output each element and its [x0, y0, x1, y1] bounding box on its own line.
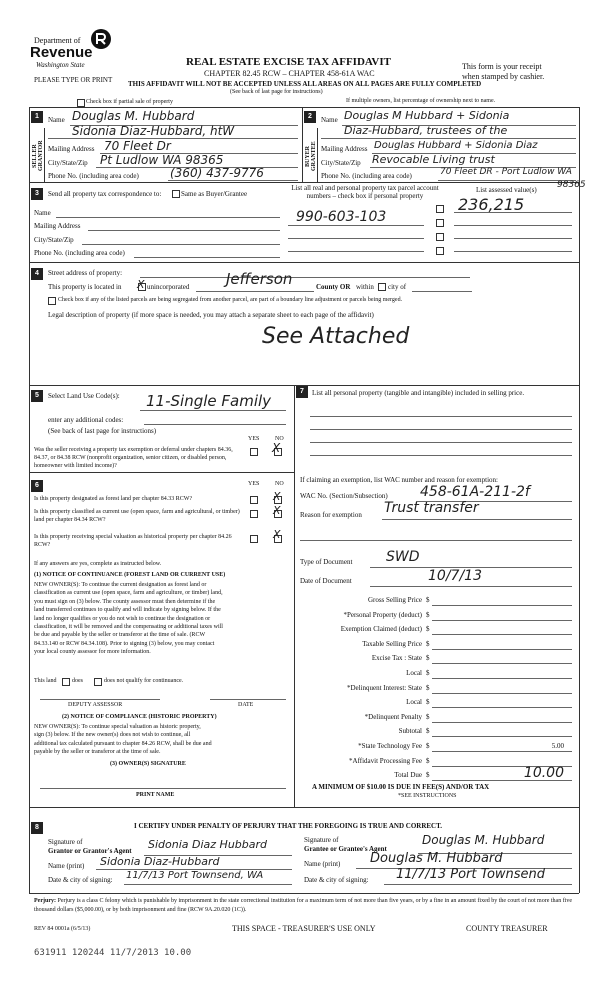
q1-no-mark: X: [273, 490, 281, 503]
please-type: PLEASE TYPE OR PRINT: [34, 76, 113, 84]
seller-city-value[interactable]: Pt Ludlow WA 98365: [100, 153, 224, 167]
located-in-label: This property is located in: [48, 283, 122, 291]
buyer-name-label: Name: [321, 116, 338, 124]
q1-yes-checkbox[interactable]: [250, 496, 258, 504]
segregation-checkbox[interactable]: [48, 297, 56, 305]
fee-dollar-sign: $: [426, 596, 430, 604]
does-not-label: does not qualify for continuance.: [104, 678, 184, 684]
q2-no-mark: X: [273, 504, 281, 517]
fee-line: [432, 736, 572, 737]
sec5-see-back: (See back of last page for instructions): [48, 427, 157, 435]
fee-line: [432, 693, 572, 694]
agency-line2: Revenue: [30, 44, 93, 61]
fee-value[interactable]: 10.00: [523, 765, 564, 781]
sec5-yes: YES: [248, 436, 260, 442]
partial-sale-label: Check box if partial sale of property: [86, 99, 173, 105]
send-correspondence-label: Send all property tax correspondence to:: [48, 190, 162, 198]
partial-sale-checkbox[interactable]: [77, 99, 85, 107]
sec3-city-label: City/State/Zip: [34, 236, 74, 244]
see-instructions: *SEE INSTRUCTIONS: [398, 793, 457, 799]
grantee-sig-label1: Signature of: [304, 836, 339, 844]
agency-line1: Department of: [34, 36, 81, 45]
doc-type-value[interactable]: SWD: [386, 549, 420, 565]
same-as-buyer-label: Same as Buyer/Grantee: [181, 190, 248, 198]
county-treasurer-label: COUNTY TREASURER: [466, 924, 548, 933]
seller-phone-value[interactable]: (360) 437-9776: [170, 166, 264, 180]
buyer-phone-value[interactable]: 70 Fleet DR - Port Ludlow WA: [440, 167, 572, 177]
fee-dollar-sign: $: [426, 771, 430, 779]
treasurer-stamp: 631911 120244 11/7/2013 10.00: [34, 948, 192, 958]
fee-label: *Personal Property (deduct): [343, 611, 422, 619]
section-8-number: 8: [31, 822, 43, 834]
county-or-label: County OR: [316, 283, 351, 291]
buyer-city-value[interactable]: Revocable Living trust: [372, 153, 495, 166]
city-of-label: city of: [388, 283, 407, 291]
doc-type-label: Type of Document: [300, 558, 353, 566]
q2-current-use: Is this property classified as current use (open space, farm and agricultural, or timber) land per chapter 84.34 RCW?: [34, 509, 240, 523]
fee-dollar-sign: $: [426, 713, 430, 721]
fee-dollar-sign: $: [426, 654, 430, 662]
section-2-number: 2: [304, 111, 316, 123]
notice2-text: NEW OWNER(S): To continue special valuation as historic property, sign (3) below. If the new owner(s) does not wish to continue, all additional tax calculated pursuant to chapter 84.26 RCW, shall be due and payable by the seller or transferor at the time of sale.: [34, 724, 212, 756]
q3-yes-checkbox[interactable]: [250, 535, 258, 543]
buyer-grantee-label: BUYER GRANTEE: [305, 141, 317, 171]
fee-value[interactable]: 5.00: [551, 742, 564, 750]
perjury-note: [34, 897, 578, 915]
doc-date-value[interactable]: 10/7/13: [428, 568, 482, 584]
notice1-title: (1) NOTICE OF CONTINUANCE (FOREST LAND OR CURRENT USE): [34, 572, 226, 578]
parcel-personal-checkbox-1[interactable]: [436, 205, 444, 213]
parcel-header: List all real and personal property tax parcel account numbers – check box if personal property: [291, 184, 439, 200]
q1-forest: Is this property designated as forest land per chapter 84.33 RCW?: [34, 496, 193, 502]
section-6-number: 6: [31, 480, 43, 492]
section-4-number: 4: [31, 268, 43, 280]
fee-label: Exemption Claimed (deduct): [340, 625, 422, 633]
perjury-text: Perjury is a class C felony which is punishable by imprisonment in the state correctional institution for a maximum term of not more than five years, or by a fine in an amount fixed by the court of not more than five thousand dollars ($5,000.00), or by both imprisonment and fine (RCW 9A.20.020 (1C)).: [34, 898, 573, 913]
additional-codes-label: enter any additional codes:: [48, 416, 124, 424]
county-value[interactable]: Jefferson: [226, 270, 293, 288]
seller-name-value2[interactable]: Sidonia Diaz-Hubbard, htW: [72, 124, 235, 138]
buyer-mailing-value[interactable]: Douglas Hubbard + Sidonia Diaz: [374, 140, 538, 151]
fee-label: Taxable Selling Price: [362, 640, 422, 648]
sec3-phone-label: Phone No. (including area code): [34, 249, 125, 257]
parcel-value[interactable]: 990-603-103: [296, 209, 387, 225]
doc-date-label: Date of Document: [300, 577, 352, 585]
wac-label: WAC No. (Section/Subsection): [300, 492, 388, 500]
legal-description-label: Legal description of property (if more space is needed, you may attach a separate sheet to each page of the affidavit): [48, 311, 374, 319]
fee-label: *Affidavit Processing Fee: [349, 757, 422, 765]
grantee-date-label: Date & city of signing:: [304, 876, 369, 884]
reason-label: Reason for exemption: [300, 511, 362, 519]
section-3-number: 3: [31, 188, 43, 200]
does-label: does: [72, 678, 83, 684]
notice1-text: NEW OWNER(S): To continue the current designation as forest land or classification as current use (open space, farm and agriculture, or timber) land, you must sign on (3) below. The county assessor must then determine if the land transferred continues to qualify and will indicate by signing below. If the land no longer qualifies or you do not wish to continue the designation or classification, it will be removed and the compensating or additional taxes will be due and payable by the seller or transferor at the time of sale. (RCW 84.33.140 or RCW 84.34.108). Prior to signing (3) below, you may contact your local county assessor for more information.: [34, 582, 223, 656]
grantor-sig-label1: Signature of: [48, 838, 83, 846]
form-chapter: CHAPTER 82.45 RCW – CHAPTER 458-61A WAC: [204, 69, 375, 78]
parcel-personal-checkbox-2[interactable]: [436, 219, 444, 227]
fee-label: *Delinquent Interest: State: [346, 684, 422, 692]
does-not-checkbox[interactable]: [94, 678, 102, 686]
fee-label: *State Technology Fee: [358, 742, 422, 750]
fee-line: [432, 707, 572, 708]
seller-phone-label: Phone No. (including area code): [48, 172, 139, 180]
seller-name-label: Name: [48, 116, 65, 124]
treasurer-use-label: THIS SPACE - TREASURER'S USE ONLY: [232, 924, 376, 933]
certify-statement: I CERTIFY UNDER PENALTY OF PERJURY THAT THE FOREGOING IS TRUE AND CORRECT.: [134, 822, 443, 830]
grantor-name-value[interactable]: Sidonia Diaz-Hubbard: [100, 855, 220, 868]
buyer-name-value2[interactable]: Diaz-Hubbard, trustees of the: [344, 124, 508, 137]
personal-property-label: List all personal property (tangible and intangible) included in selling price.: [312, 389, 525, 397]
deputy-assessor-label: DEPUTY ASSESSOR: [68, 702, 123, 708]
form-warning: THIS AFFIDAVIT WILL NOT BE ACCEPTED UNLESS ALL AREAS ON ALL PAGES ARE FULLY COMPLETED: [128, 80, 482, 88]
this-land-label: This land: [34, 678, 57, 684]
land-use-label: Select Land Use Code(s):: [48, 392, 120, 400]
fee-label: Total Due: [394, 771, 422, 779]
fee-label: Excise Tax : State: [371, 654, 422, 662]
fee-line: [432, 678, 572, 679]
grantee-sig-label2: Grantee or Grantee's Agent: [304, 845, 387, 853]
exempt-no-mark: X: [272, 441, 281, 455]
reason-value[interactable]: Trust transfer: [384, 500, 479, 516]
wac-value[interactable]: 458-61A-211-2f: [420, 484, 530, 500]
fee-dollar-sign: $: [426, 640, 430, 648]
deputy-date-label: DATE: [238, 702, 254, 708]
fee-dollar-sign: $: [426, 625, 430, 633]
section-5-number: 5: [31, 390, 43, 402]
fee-dollar-sign: $: [426, 742, 430, 750]
receipt-note-2: when stamped by cashier.: [462, 72, 545, 81]
fee-line: [432, 605, 572, 606]
legal-description-value[interactable]: See Attached: [262, 324, 410, 349]
fee-label: Local: [406, 669, 422, 677]
fee-label: Local: [406, 698, 422, 706]
grantee-date-value[interactable]: 11/7/13 Port Townsend: [396, 867, 546, 882]
unincorporated-label: unincorporated: [147, 283, 190, 291]
buyer-mailing-label: Mailing Address: [321, 145, 368, 153]
assessed-value[interactable]: 236,215: [458, 195, 525, 214]
same-as-buyer-checkbox[interactable]: [172, 190, 180, 198]
buyer-name-value[interactable]: Douglas M Hubbard + Sidonia: [344, 109, 510, 122]
seller-name-value[interactable]: Douglas M. Hubbard: [72, 109, 195, 123]
sec3-name-label: Name: [34, 209, 51, 217]
form-title: REAL ESTATE EXCISE TAX AFFIDAVIT: [186, 56, 391, 68]
section-1-number: 1: [31, 111, 43, 123]
grantor-sig-label2: Grantor or Grantor's Agent: [48, 847, 132, 855]
fee-dollar-sign: $: [426, 611, 430, 619]
fee-dollar-sign: $: [426, 669, 430, 677]
seller-mailing-value[interactable]: 70 Fleet Dr: [104, 139, 171, 153]
street-address-label: Street address of property:: [48, 269, 123, 277]
agency-line3: Washington State: [36, 61, 85, 69]
fee-line: [432, 620, 572, 621]
fee-line: [432, 663, 572, 664]
q3-historic: Is this property receiving special valuation as historical property per chapter 84.26 RCW?: [34, 534, 232, 548]
grantee-signature[interactable]: Douglas M. Hubbard: [422, 833, 545, 847]
exempt-question: Was the seller receiving a property tax exemption or deferral under chapters 84.36, 84.37, or 84.38 RCW (nonprofit organization, senior citizen, or disabled person, homeowner with limited income)?: [34, 447, 233, 469]
segregation-note: Check box if any of the listed parcels are being segregated from another parcel, are part of a boundary line adjustment or parcels being merged.: [58, 297, 403, 303]
exemption-label: If claiming an exemption, list WAC number and reason for exemption:: [300, 476, 498, 484]
minimum-note: A MINIMUM OF $10.00 IS DUE IN FEE(S) AND/OR TAX: [312, 783, 490, 791]
fee-label: Gross Selling Price: [367, 596, 422, 604]
grantee-name-value[interactable]: Douglas M. Hubbard: [370, 851, 503, 866]
sec6-no: NO: [275, 481, 284, 487]
seller-mailing-label: Mailing Address: [48, 145, 95, 153]
q2-yes-checkbox[interactable]: [250, 510, 258, 518]
fee-line: [432, 722, 572, 723]
sec6-yes: YES: [248, 481, 260, 487]
fee-line: [432, 649, 572, 650]
receipt-note-1: This form is your receipt: [462, 62, 542, 71]
grantor-date-label: Date & city of signing:: [48, 876, 113, 884]
fee-dollar-sign: $: [426, 757, 430, 765]
seller-grantor-label: SELLER GRANTOR: [32, 140, 44, 172]
sec3-mailing-label: Mailing Address: [34, 222, 81, 230]
dor-logo-icon: [90, 28, 112, 50]
buyer-phone-label: Phone No. (including area code): [321, 172, 412, 180]
within-city-checkbox[interactable]: [378, 283, 386, 291]
sec5-no: NO: [275, 436, 284, 442]
grantee-name-label: Name (print): [304, 860, 341, 868]
notice2-title: (2) NOTICE OF COMPLIANCE (HISTORIC PROPERTY): [62, 714, 217, 720]
fee-dollar-sign: $: [426, 698, 430, 706]
fee-line: [432, 634, 572, 635]
parcel-personal-checkbox-4[interactable]: [436, 247, 444, 255]
fee-dollar-sign: $: [426, 727, 430, 735]
perjury-label: Perjury:: [34, 898, 56, 904]
grantor-date-value[interactable]: 11/7/13 Port Townsend, WA: [126, 870, 264, 881]
parcel-personal-checkbox-3[interactable]: [436, 233, 444, 241]
buyer-city-label: City/State/Zip: [321, 159, 361, 167]
fee-label: *Delinquent Penalty: [364, 713, 422, 721]
if-yes-note: If any answers are yes, complete as instructed below.: [34, 561, 162, 567]
owner-signature-label: (3) OWNER(S) SIGNATURE: [110, 761, 186, 767]
form-see-back: (See back of last page for instructions): [230, 89, 323, 95]
within-label: within: [356, 283, 374, 291]
land-use-value[interactable]: 11-Single Family: [146, 392, 272, 410]
fee-line: [432, 751, 572, 752]
assessed-header: List assessed value(s): [476, 186, 537, 194]
fee-dollar-sign: $: [426, 684, 430, 692]
unincorporated-mark: X: [137, 278, 145, 291]
grantor-name-label: Name (print): [48, 862, 85, 870]
fee-label: Subtotal: [398, 727, 422, 735]
form-revision: REV 84 0001a (6/5/13): [34, 926, 91, 932]
multiple-owners-note: If multiple owners, list percentage of ownership next to name.: [346, 98, 496, 104]
grantor-signature[interactable]: Sidonia Diaz Hubbard: [148, 838, 268, 851]
seller-city-label: City/State/Zip: [48, 159, 88, 167]
does-checkbox[interactable]: [62, 678, 70, 686]
section-7-number: 7: [296, 386, 308, 398]
print-name-label: PRINT NAME: [136, 792, 175, 798]
zip-note: 98365: [557, 180, 586, 190]
q3-no-mark: X: [273, 528, 281, 541]
exempt-yes-checkbox[interactable]: [250, 448, 258, 456]
